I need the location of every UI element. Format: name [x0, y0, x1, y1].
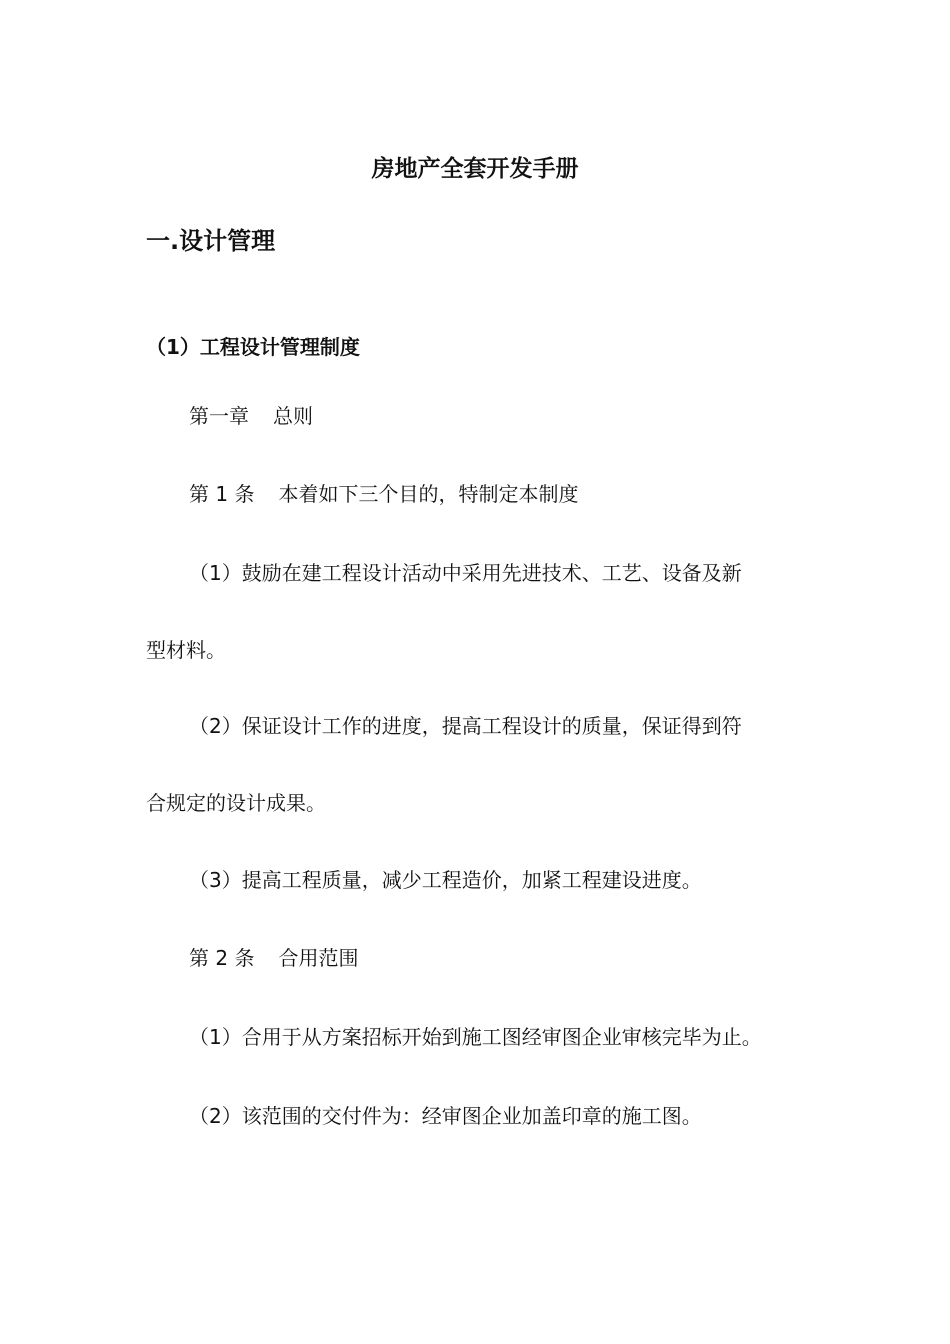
article-1-item-1-line-1: （1）鼓励在建工程设计活动中采用先进技术、工艺、设备及新: [189, 561, 742, 585]
article-1-text: 本着如下三个目的，特制定本制度: [278, 482, 579, 506]
article-2: [189, 948, 358, 968]
article-1-item-2-line-1: （2）保证设计工作的进度，提高工程设计的质量，保证得到符: [189, 714, 742, 738]
article-1-item-2-line-2: 合规定的设计成果。: [146, 791, 326, 815]
chapter-heading: [189, 406, 313, 426]
article-2-label: 第 2 条: [189, 946, 255, 970]
chapter-name: 总则: [273, 404, 313, 428]
article-1: [189, 484, 578, 504]
article-1-label: 第 1 条: [189, 482, 255, 506]
document-title: 房地产全套开发手册: [371, 156, 579, 182]
article-1-item-1-line-2: 型材料。: [146, 638, 226, 662]
article-2-text: 合用范围: [278, 946, 359, 970]
article-2-item-1: （1）合用于从方案招标开始到施工图经审图企业审核完毕为止。: [189, 1025, 762, 1049]
subsection-heading: （1）工程设计管理制度: [146, 335, 360, 359]
article-2-item-2: （2）该范围的交付件为：经审图企业加盖印章的施工图。: [189, 1104, 702, 1128]
article-1-item-3: （3）提高工程质量，减少工程造价，加紧工程建设进度。: [189, 868, 702, 892]
chapter-label: 第一章: [189, 404, 249, 428]
section-heading: 一.设计管理: [146, 227, 276, 255]
